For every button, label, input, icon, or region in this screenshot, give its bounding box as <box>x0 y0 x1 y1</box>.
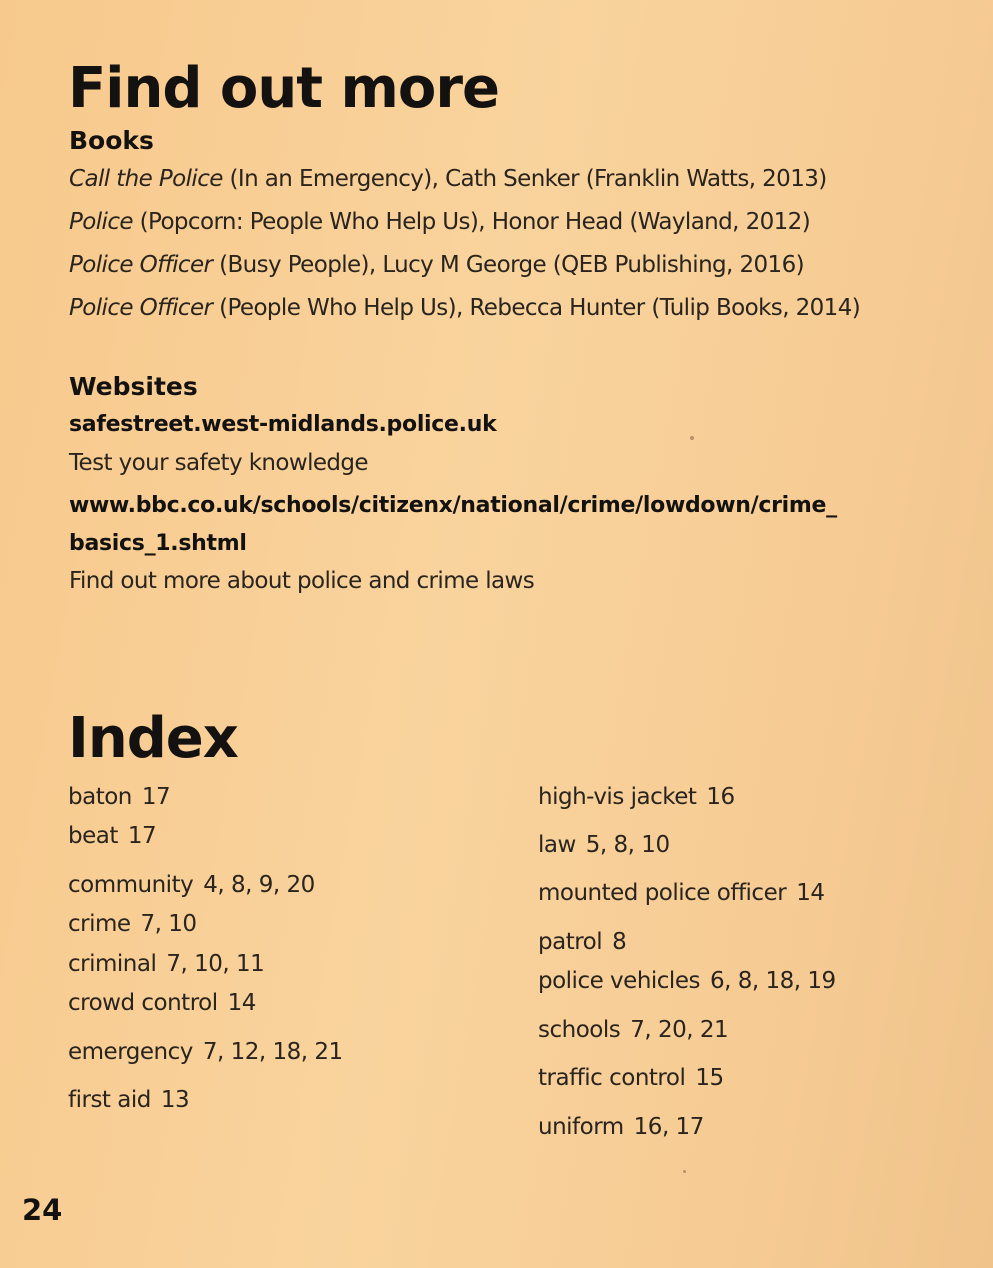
index-entry <box>538 968 836 994</box>
index-term: law <box>538 832 576 858</box>
index-entry <box>68 990 256 1016</box>
index-term: crowd control <box>68 990 218 1016</box>
websites-heading: Websites <box>69 372 198 401</box>
book-title: Police <box>69 209 133 235</box>
website-url-link[interactable]: www.bbc.co.uk/schools/citizenx/national/crime/lowdown/crime_ <box>69 493 837 518</box>
index-entry <box>538 880 824 906</box>
index-term: beat <box>68 823 118 849</box>
index-pages: 15 <box>695 1065 724 1091</box>
index-term: baton <box>68 784 132 810</box>
index-pages: 4, 8, 9, 20 <box>203 872 315 898</box>
book-details: (Popcorn: People Who Help Us), Honor Head (Wayland, 2012) <box>132 209 811 235</box>
book-details: (Busy People), Lucy M George (QEB Publishing, 2016) <box>212 252 804 278</box>
index-pages: 7, 12, 18, 21 <box>202 1039 343 1065</box>
index-pages: 6, 8, 18, 19 <box>709 968 836 994</box>
index-term: mounted police officer <box>538 880 787 906</box>
index-term: crime <box>68 911 131 937</box>
index-entry <box>68 1087 189 1113</box>
index-term: community <box>68 872 194 898</box>
index-pages: 13 <box>160 1087 190 1113</box>
index-term: first aid <box>68 1087 151 1113</box>
index-pages: 17 <box>127 823 157 849</box>
index-pages: 7, 20, 21 <box>630 1017 729 1043</box>
book-entry <box>69 209 810 235</box>
index-entry <box>538 1114 704 1140</box>
book-details: (In an Emergency), Cath Senker (Franklin Watts, 2013) <box>222 166 827 192</box>
index-term: police vehicles <box>538 968 700 994</box>
index-entry <box>68 823 156 849</box>
index-entry <box>68 872 315 898</box>
index-pages: 16, 17 <box>633 1114 704 1140</box>
index-term: criminal <box>68 951 157 977</box>
paper-speck <box>683 1170 686 1173</box>
index-entry <box>68 951 264 977</box>
index-pages: 8 <box>612 929 627 955</box>
page-number: 24 <box>22 1193 63 1227</box>
index-term: high-vis jacket <box>538 784 697 810</box>
index-entry <box>68 911 197 937</box>
index-pages: 14 <box>796 880 825 906</box>
index-term: schools <box>538 1017 621 1043</box>
index-pages: 17 <box>141 784 171 810</box>
website-url-link-continued[interactable]: basics_1.shtml <box>69 531 247 556</box>
index-entry <box>68 784 170 810</box>
index-term: emergency <box>68 1039 193 1065</box>
index-entry <box>538 1017 728 1043</box>
book-entry <box>69 252 804 278</box>
index-pages: 7, 10, 11 <box>166 951 265 977</box>
book-title: Police Officer <box>69 295 213 321</box>
index-entry <box>538 929 626 955</box>
books-heading: Books <box>69 126 154 155</box>
index-entry <box>538 784 735 810</box>
book-entry <box>69 166 827 192</box>
index-heading: Index <box>68 706 238 771</box>
index-pages: 14 <box>227 990 256 1016</box>
index-pages: 5, 8, 10 <box>585 832 670 858</box>
index-term: patrol <box>538 929 603 955</box>
book-title: Police Officer <box>69 252 213 278</box>
book-title: Call the Police <box>69 166 223 192</box>
website-description: Test your safety knowledge <box>69 450 368 476</box>
find-out-more-heading: Find out more <box>68 56 499 121</box>
index-entry <box>538 1065 724 1091</box>
index-term: traffic control <box>538 1065 686 1091</box>
index-pages: 16 <box>706 784 735 810</box>
index-entry <box>538 832 670 858</box>
paper-speck <box>690 436 694 440</box>
website-url-link[interactable]: safestreet.west-midlands.police.uk <box>69 412 497 437</box>
website-description: Find out more about police and crime laws <box>69 568 535 594</box>
book-entry <box>69 295 860 321</box>
index-pages: 7, 10 <box>140 911 197 937</box>
index-term: uniform <box>538 1114 624 1140</box>
book-details: (People Who Help Us), Rebecca Hunter (Tulip Books, 2014) <box>212 295 861 321</box>
index-entry <box>68 1039 343 1065</box>
